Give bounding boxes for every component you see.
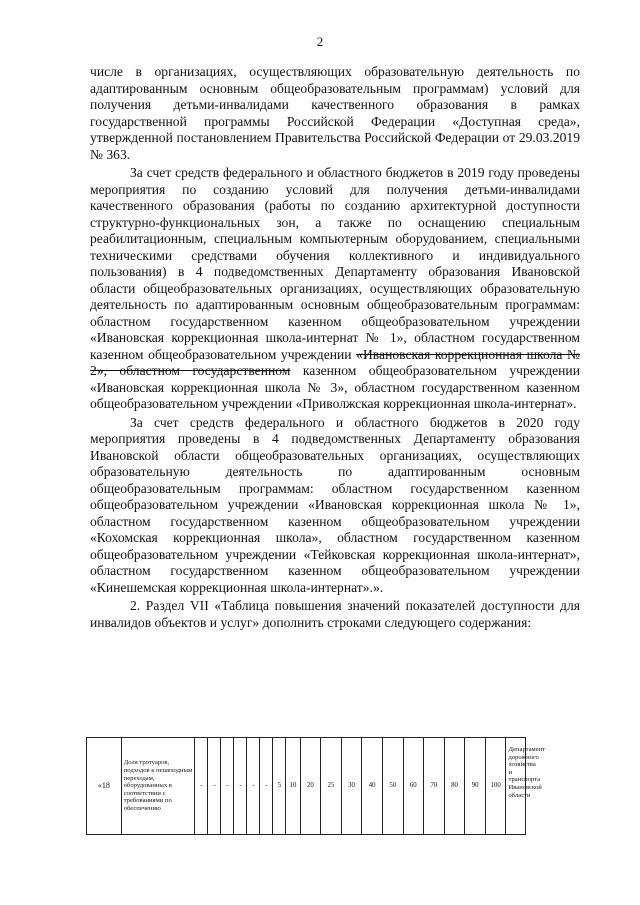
paragraph xyxy=(90,64,580,163)
paragraph-text: казенном общеобразовательном учреждении «Ивановская коррекционная школа № 3», областном государственном казенном общеобразовательном учреждении «Приволжская коррекционная школа-интернат». xyxy=(90,363,580,411)
paragraph-text: числе в организациях, осуществляющих образовательную деятельность по адаптированным основным общеобразовательным программам) условий для получения детьми-инвалидами качественного образования в рамках государственной программы Российской Федерации «Доступная среда», утвержденной постановлением Правительства Российской Федерации от 29.03.2019 № 363. xyxy=(90,64,580,162)
value-cell: 30 xyxy=(341,738,362,835)
paragraph-text: За счет средств федерального и областного бюджетов в 2020 году мероприятия проведены в 4 подведомственных Департаменту образования Ивановской области общеобразовательных организациях, осуществляющих образовательную деятельность по адаптированным основным общеобразовательным программам: областном государственном казенном общеобразовательном учреждении «Ивановская коррекционная школа № 1», областном государственном казенном общеобразовательном учреждении «Кохомская коррекционная школа», областном государственном казенном общеобразовательном учреждении «Тейковская коррекционная школа-интернат», областном государственном казенном общеобразовательном учреждении «Кинешемская коррекционная школа-интернат».». xyxy=(90,414,580,595)
paragraph xyxy=(90,415,580,597)
paragraph-text: 2. Раздел VII «Таблица повышения значений показателей доступности для инвалидов объектов и услуг» дополнить строками следующего содержания: xyxy=(90,598,580,630)
responsible-cell: Департамент дорожного хозяйства и транспорта Ивановской области xyxy=(506,738,526,835)
value-cell: - xyxy=(260,738,273,835)
value-cell: 60 xyxy=(403,738,424,835)
paragraph xyxy=(90,165,580,413)
value-cell: 40 xyxy=(362,738,383,835)
table-row xyxy=(87,738,581,835)
document-body xyxy=(90,64,580,633)
paragraph-text: За счет средств федерального и областного бюджетов в 2019 году проведены мероприятия по созданию условий для получения детьми-инвалидами качественного образования (работы по созданию архитектурной доступности структурно-функциональных зон, а также по оснащению специальным реабилитационным, специальным компьютерным оборудованием, специальными техническими средствами обучения коллективного и индивидуального пользования) в 4 подведомственных Департаменту образования Ивановской области общеобразовательных организациях, осуществляющих образовательную деятельность по адаптированным основным общеобразовательным программам: областном государственном казенном общеобразовательном учреждении «Ивановская коррекционная школа-интернат № 1», областном государственном казенном общеобразовательном учреждении xyxy=(90,165,580,362)
page-number: 2 xyxy=(316,34,324,49)
value-cell: 25 xyxy=(321,738,342,835)
indicator-table xyxy=(86,737,580,835)
value-cell: - xyxy=(234,738,247,835)
value-cell: - xyxy=(221,738,234,835)
value-cell: 50 xyxy=(382,738,403,835)
indicator-description-cell: Доля тротуаров, подходов к пешеходным переходам, оборудованных в соответствии с требованиями по обеспечению xyxy=(121,738,195,835)
paragraph xyxy=(90,598,580,631)
value-cell: 80 xyxy=(444,738,465,835)
value-cell: 10 xyxy=(286,738,300,835)
value-cell: 5 xyxy=(273,738,286,835)
value-cell: - xyxy=(195,738,208,835)
row-number-cell: «18 xyxy=(87,738,122,835)
value-cell: - xyxy=(247,738,260,835)
value-cell: 20 xyxy=(300,738,321,835)
struck-text: «Ивановская коррекционная школа № 2», областном государственном xyxy=(90,346,580,378)
value-cell: 100 xyxy=(485,738,506,835)
value-cell: 70 xyxy=(424,738,445,835)
value-cell: - xyxy=(208,738,221,835)
value-cell: 90 xyxy=(465,738,486,835)
